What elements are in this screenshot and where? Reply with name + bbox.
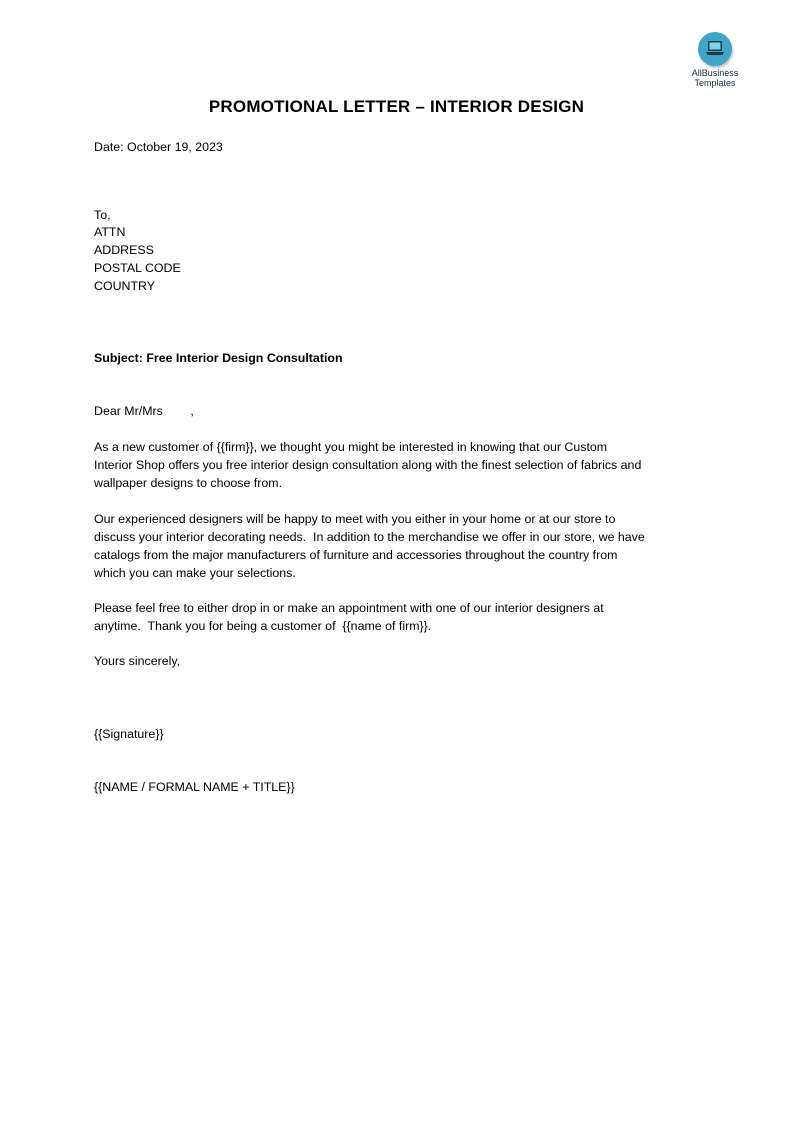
- address-line: ADDRESS: [94, 243, 154, 257]
- paragraph-line: catalogs from the major manufacturers of furniture and accessories throughout the country from: [94, 548, 618, 562]
- paragraph-line: which you can make your selections.: [94, 566, 296, 580]
- body-paragraph-2: [94, 510, 704, 582]
- address-to: To,: [94, 208, 111, 222]
- paragraph-line: Interior Shop offers you free interior design consultation along with the finest selection of fabrics and: [94, 458, 642, 472]
- logo-badge: [698, 32, 732, 66]
- paragraph-line: anytime. Thank you for being a customer of {{name of firm}}.: [94, 619, 432, 633]
- paragraph-line: discuss your interior decorating needs. In addition to the merchandise we offer in our store, we have: [94, 530, 645, 544]
- logo-text: [680, 68, 750, 88]
- body-paragraph-1: [94, 438, 704, 492]
- letter-subject: Subject: Free Interior Design Consultation: [94, 351, 343, 365]
- address-attn: ATTN: [94, 225, 126, 239]
- signature-placeholder: {{Signature}}: [94, 727, 164, 741]
- laptop-icon: [705, 40, 725, 57]
- logo-text-line2: Templates: [694, 78, 736, 88]
- address-country: COUNTRY: [94, 279, 156, 293]
- letter-title: PROMOTIONAL LETTER – INTERIOR DESIGN: [208, 97, 585, 116]
- letter-greeting: Dear Mr/Mrs ,: [94, 404, 194, 418]
- body-paragraph-3: [94, 599, 704, 635]
- letter-date: Date: October 19, 2023: [94, 140, 223, 154]
- address-postal-code: POSTAL CODE: [94, 261, 181, 275]
- sender-name-title: {{NAME / FORMAL NAME + TITLE}}: [94, 780, 295, 794]
- paragraph-line: Please feel free to either drop in or make an appointment with one of our interior designers at: [94, 601, 604, 615]
- allbusiness-templates-logo: [680, 32, 750, 88]
- logo-text-line1: AllBusiness: [691, 68, 739, 78]
- paragraph-line: As a new customer of {{firm}}, we thought you might be interested in knowing that our Custom: [94, 440, 608, 454]
- paragraph-line: wallpaper designs to choose from.: [94, 476, 283, 490]
- letter-closing: Yours sincerely,: [94, 654, 181, 668]
- paragraph-line: Our experienced designers will be happy to meet with you either in your home or at our store to: [94, 512, 616, 526]
